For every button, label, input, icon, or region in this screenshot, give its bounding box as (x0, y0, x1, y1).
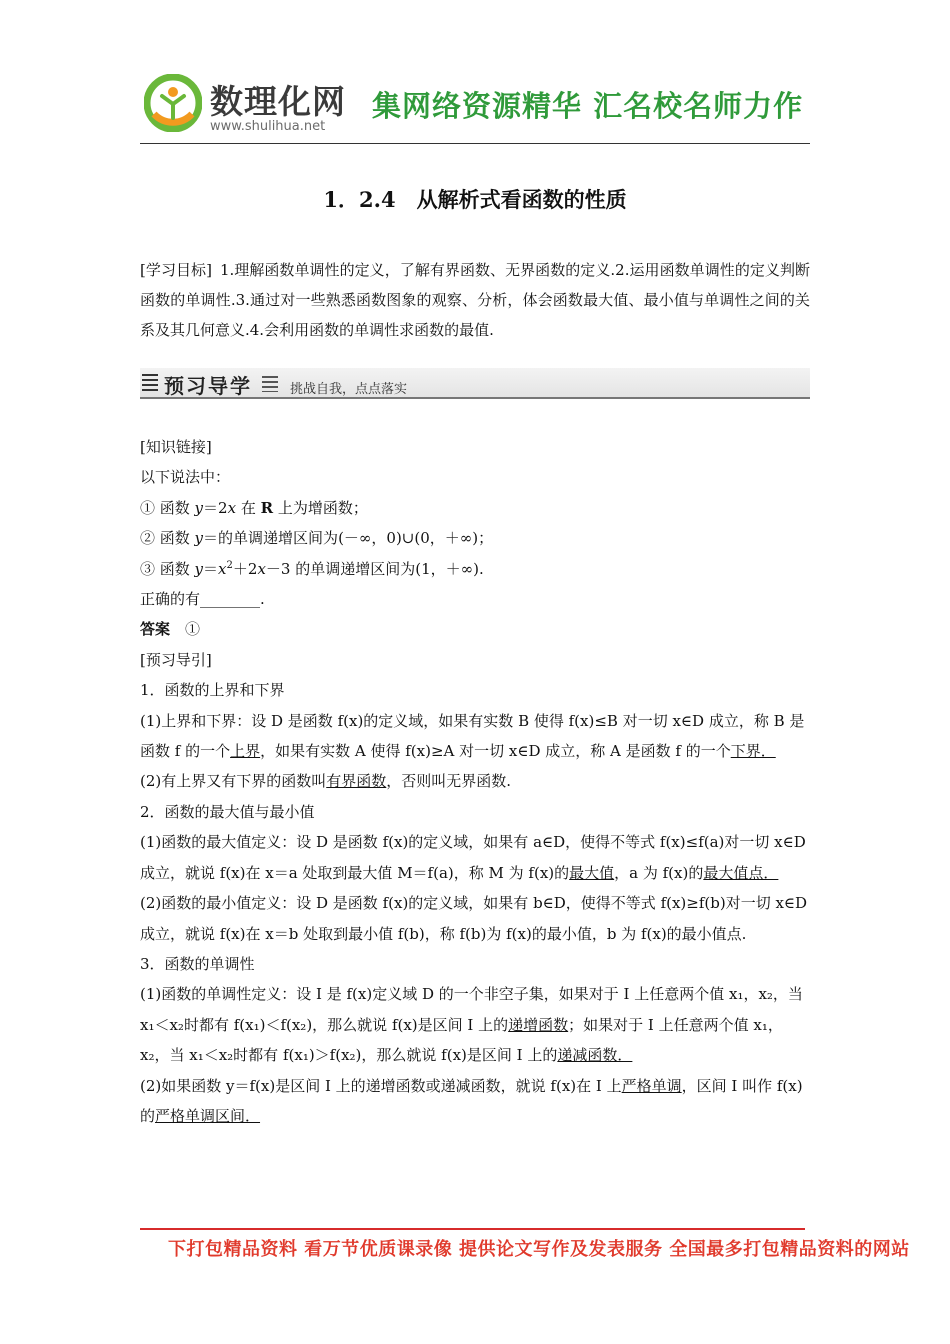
page-title: 1．2.4 从解析式看函数的性质 (323, 187, 627, 212)
banner-divider (140, 397, 810, 399)
paragraph-strict: (2)如果函数 y＝f(x)是区间 I 上的递增函数或递减函数，就说 f(x)在 I 上严格单调，区间 I 叫作 f(x)的严格单调区间． (140, 1076, 803, 1125)
paragraph-maximum: (1)函数的最大值定义：设 D 是函数 f(x)的定义域，如果有 a∈D，使得不等式 f(x)≤f(a)对一切 x∈D 成立，就说 f(x)在 x＝a 处取到最大值 M＝f(a)，称 M 为 f(x)的最大值，a 为 f(x)的最大值点． (140, 833, 806, 882)
learning-goals (140, 255, 810, 345)
term-lower-bound: 下界． (730, 742, 776, 761)
answer-label: 答案 (140, 620, 171, 639)
site-header (140, 72, 810, 144)
goals-tag: [学习目标] (140, 261, 212, 279)
section-heading-3: 3．函数的单调性 (140, 954, 255, 973)
term-strictly-monotone: 严格单调 (621, 1076, 682, 1095)
banner-subtitle: 挑战自我，点点落实 (290, 382, 408, 397)
section-banner (140, 368, 810, 400)
header-divider (140, 143, 810, 144)
paragraph-monotonicity: (1)函数的单调性定义：设 I 是 f(x)定义域 D 的一个非空子集，如果对于 I 上任意两个值 x₁，x₂，当 x₁＜x₂时都有 f(x₁)＜f(x₂)，那么就说 f(x)是区间 I 上的递增函数；如果对于 I 上任意两个值 x₁，x₂，当 x₁＜x₂时都有 f(x₁)＞f(x₂)，那么就说 f(x)是区间 I 上的递减函数． (140, 985, 803, 1065)
statement-1: ① 函数 y＝2x 在 R 上为增函数； (140, 498, 368, 517)
term-strict-interval: 严格单调区间． (155, 1106, 261, 1125)
intro-line: 以下说法中： (140, 468, 231, 487)
main-content (140, 432, 810, 1131)
goals-text: 1.理解函数单调性的定义，了解有界函数、无界函数的定义.2.运用函数单调性的定义判断函数的单调性.3.通过对一些熟悉函数图象的观察、分析，体会函数最大值、最小值与单调性之间的关系及其几何意义.4.会利用函数的单调性求函数的最值. (140, 261, 810, 339)
paragraph-bounds: (1)上界和下界：设 D 是函数 f(x)的定义域，如果有实数 B 使得 f(x)≤B 对一切 x∈D 成立，称 B 是函数 f 的一个上界，如果有实数 A 使得 f(x)≥A 对一切 x∈D 成立，称 A 是函数 f 的一个下界． (140, 711, 805, 761)
term-maximum: 最大值 (569, 863, 615, 882)
term-increasing: 递增函数 (508, 1015, 569, 1034)
stripes-icon (142, 374, 158, 392)
answer-value: ① (185, 620, 201, 639)
banner-title: 预习导学 (164, 374, 252, 398)
section-heading-1: 1．函数的上界和下界 (140, 681, 285, 700)
term-bounded-function: 有界函数 (326, 772, 387, 791)
knowledge-link-heading: [知识链接] (140, 438, 212, 456)
statement-2: ② 函数 y＝的单调递增区间为(－∞，0)∪(0，＋∞)； (140, 529, 494, 548)
stripes-icon (262, 376, 278, 392)
term-decreasing: 递减函数． (557, 1046, 633, 1065)
brand-name: 数理化网 (210, 82, 346, 121)
footer-banner[interactable]: 下打包精品资料 看万节优质课录像 提供论文写作及发表服务 全国最多打包精品资料的网站 (168, 1239, 910, 1260)
logo-icon (144, 74, 202, 132)
answer-line (140, 614, 810, 644)
brand-url[interactable]: www.shulihua.net (210, 119, 326, 134)
footer-divider (140, 1228, 805, 1230)
paragraph-bounded: (2)有上界又有下界的函数叫有界函数，否则叫无界函数. (140, 772, 512, 791)
term-upper-bound: 上界 (230, 742, 261, 761)
paragraph-minimum: (2)函数的最小值定义：设 D 是函数 f(x)的定义域，如果有 b∈D，使得不等式 f(x)≥f(b)对一切 x∈D 成立，就说 f(x)在 x＝b 处取到最小值 f(b)，称 f(b)为 f(x)的最小值，b 为 f(x)的最小值点. (140, 894, 808, 943)
term-maximum-point: 最大值点． (703, 863, 779, 882)
statement-3: ③ 函数 $y=x^2+2x-3$ 的单调递增区间为(1，＋∞). (140, 559, 484, 578)
correct-blank: 正确的有________. (140, 590, 265, 609)
preview-heading: [预习导引] (140, 650, 212, 669)
brand-slogan: 集网络资源精华 汇名校名师力作 (372, 89, 804, 123)
section-heading-2: 2．函数的最大值与最小值 (140, 802, 315, 821)
